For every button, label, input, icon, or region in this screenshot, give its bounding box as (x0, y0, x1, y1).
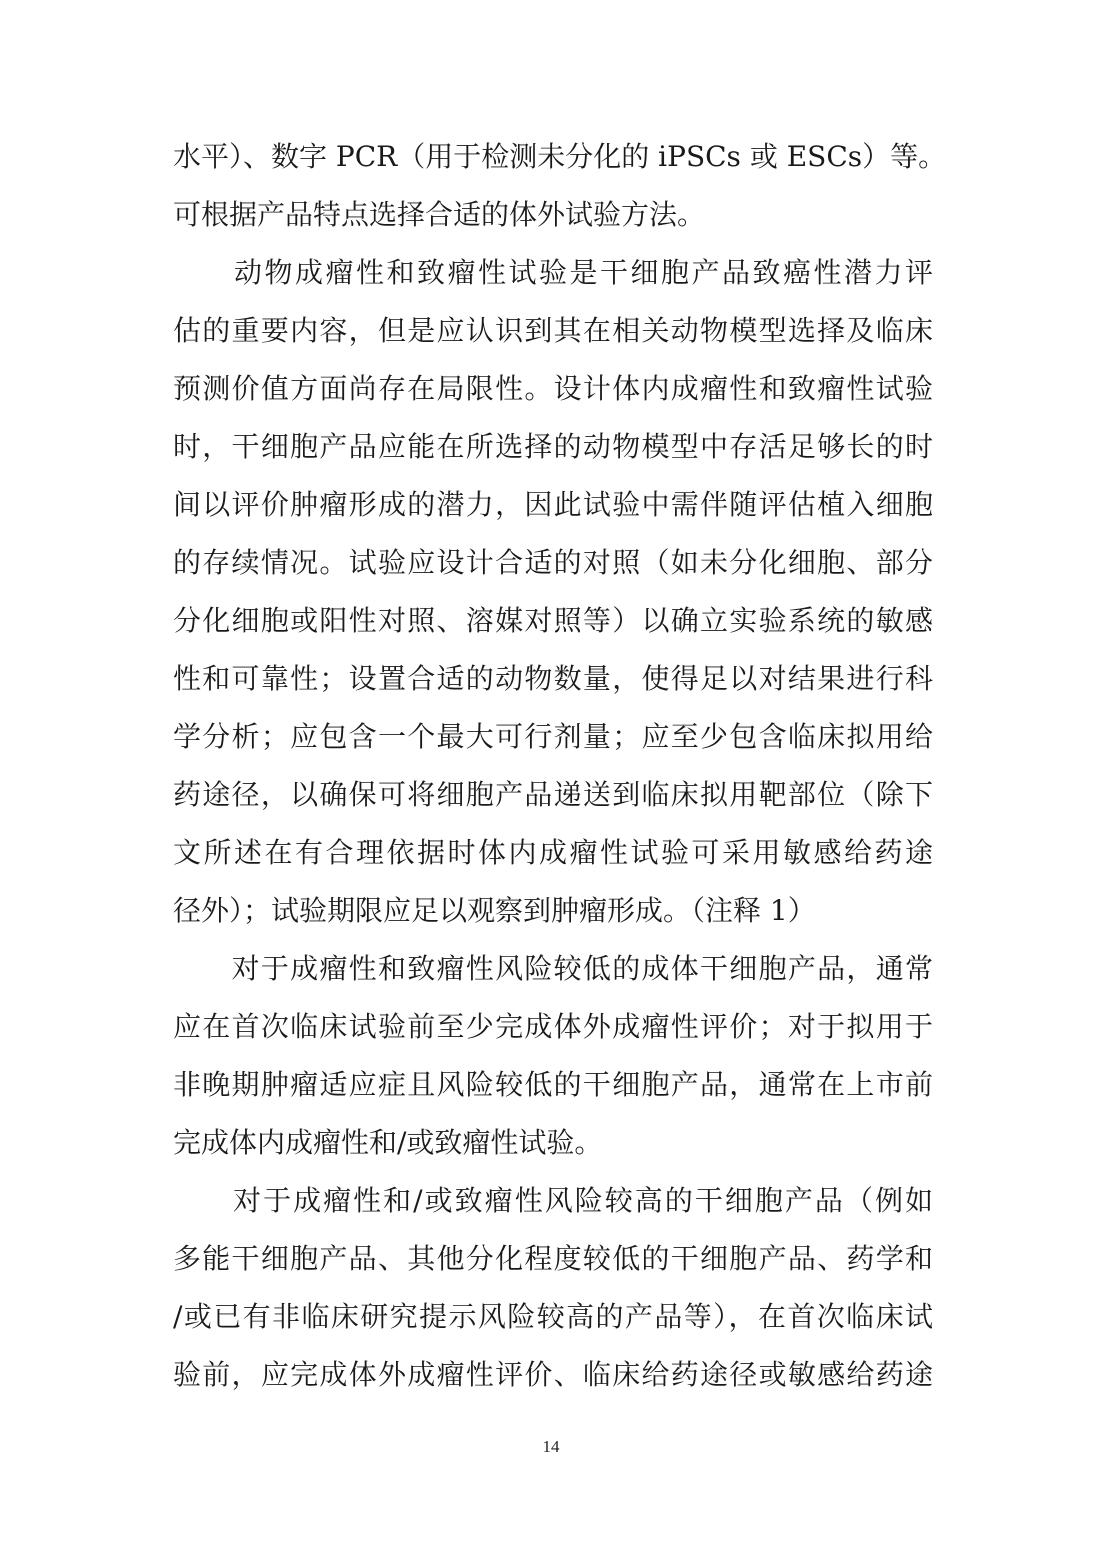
text-line: 药途径，以确保可将细胞产品递送到临床拟用靶部位（除下 (173, 778, 933, 811)
text-line: 非晚期肿瘤适应症且风险较低的干细胞产品，通常在上市前 (173, 1068, 933, 1101)
page-number: 14 (542, 1437, 560, 1456)
text-line: 文所述在有合理依据时体内成瘤性试验可采用敏感给药途 (173, 836, 933, 869)
text-line: 多能干细胞产品、其他分化程度较低的干细胞产品、药学和 (173, 1242, 933, 1275)
text-line: 动物成瘤性和致瘤性试验是干细胞产品致癌性潜力评 (173, 256, 933, 289)
text-line: 性和可靠性；设置合适的动物数量，使得足以对结果进行科 (173, 662, 933, 695)
text-line: 间以评价肿瘤形成的潜力，因此试验中需伴随评估植入细胞 (173, 488, 933, 521)
text-line: 水平）、数字 PCR（用于检测未分化的 iPSCs 或 ESCs）等。 (173, 140, 947, 173)
text-line: 的存续情况。试验应设计合适的对照（如未分化细胞、部分 (173, 546, 933, 579)
text-line: 应在首次临床试验前至少完成体外成瘤性评价；对于拟用于 (173, 1010, 933, 1043)
text-line: 分化细胞或阳性对照、溶媒对照等）以确立实验系统的敏感 (173, 604, 933, 637)
text-line: /或已有非临床研究提示风险较高的产品等），在首次临床试 (173, 1300, 933, 1333)
text-line: 完成体内成瘤性和/或致瘤性试验。 (173, 1126, 603, 1159)
text-line: 估的重要内容，但是应认识到其在相关动物模型选择及临床 (173, 314, 933, 347)
text-line: 可根据产品特点选择合适的体外试验方法。 (173, 198, 706, 231)
text-line: 对于成瘤性和/或致瘤性风险较高的干细胞产品（例如 (173, 1184, 933, 1217)
text-line: 预测价值方面尚存在局限性。设计体内成瘤性和致瘤性试验 (173, 372, 933, 405)
text-line: 时，干细胞产品应能在所选择的动物模型中存活足够长的时 (173, 430, 933, 463)
text-line: 验前，应完成体外成瘤性评价、临床给药途径或敏感给药途 (173, 1358, 933, 1391)
text-line: 学分析；应包含一个最大可行剂量；应至少包含临床拟用给 (173, 720, 933, 753)
text-line: 径外）；试验期限应足以观察到肿瘤形成。（注释 1） (173, 894, 816, 927)
text-line: 对于成瘤性和致瘤性风险较低的成体干细胞产品，通常 (173, 952, 933, 985)
